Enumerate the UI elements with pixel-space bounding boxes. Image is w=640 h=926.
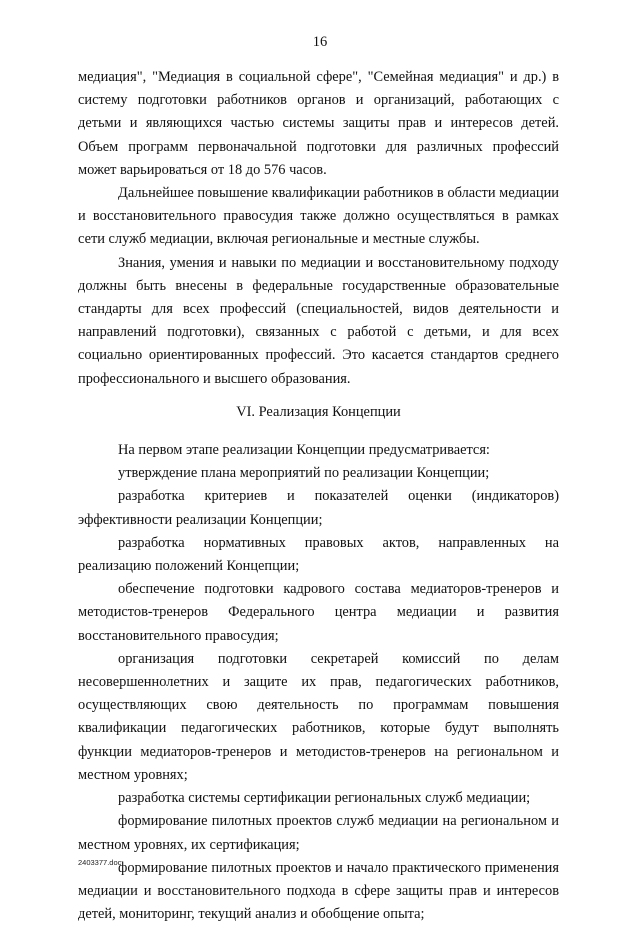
section-item: формирование пилотных проектов служб медиации на региональном и местном уровнях, их сертификация; <box>78 813 559 853</box>
document-file-code: 2403377.doc <box>78 858 122 867</box>
section-heading: VI. Реализация Концепции <box>236 403 401 420</box>
intro-paragraph: Дальнейшее повышение квалификации работников в области медиации и восстановительного правосудия также должно осуществляться в рамках сети служб медиации, включая региональные и местные службы. <box>78 185 559 248</box>
document-body <box>78 66 559 926</box>
intro-paragraph: медиация", "Медиация в социальной сфере", "Семейная медиация" и др.) в систему подготовки работников органов и организаций, работающих с детьми и являющихся частью системы защиты прав и интересов детей. Объем программ первоначальной подготовки для различных профессий может варьироваться от 18 до 576 часов. <box>78 69 559 178</box>
section-item: утверждение плана мероприятий по реализации Концепции; <box>118 465 490 482</box>
section-item: разработка системы сертификации региональных служб медиации; <box>118 790 531 807</box>
section-item: разработка нормативных правовых актов, направленных на реализацию положений Концепции; <box>78 534 559 575</box>
intro-paragraph: Знания, умения и навыки по медиации и восстановительному подходу должны быть внесены в федеральные государственные образовательные стандарты для всех профессий (специальностей, видов деятельности и направлений подготовки), связанных с работой с детьми, и для всех социально ориентированных профессий. Это касается стандартов среднего профессионального и высшего образования. <box>78 254 559 387</box>
section-item: разработка критериев и показателей оценки (индикаторов) эффективности реализации Концепции; <box>78 488 559 528</box>
section-item: организация подготовки секретарей комиссий по делам несовершеннолетних и защите их прав, педагогических работников, осуществляющих свою деятельность по программам повышения квалификации педагогических работников, которые будут выполнять функции медиаторов-тренеров и методистов-тренеров на региональном и местном уровнях; <box>78 650 559 783</box>
section-item: формирование пилотных проектов и начало практического применения медиации и восстановительного подхода в сфере защиты прав и интересов детей, мониторинг, текущий анализ и обобщение опыта; <box>78 859 559 923</box>
page-number: 16 <box>312 34 328 50</box>
section-item: На первом этапе реализации Концепции предусматривается: <box>118 442 490 459</box>
section-item: обеспечение подготовки кадрового состава медиаторов-тренеров и методистов-тренеров Федерального центра медиации и развития восстановительного правосудия; <box>78 581 559 644</box>
